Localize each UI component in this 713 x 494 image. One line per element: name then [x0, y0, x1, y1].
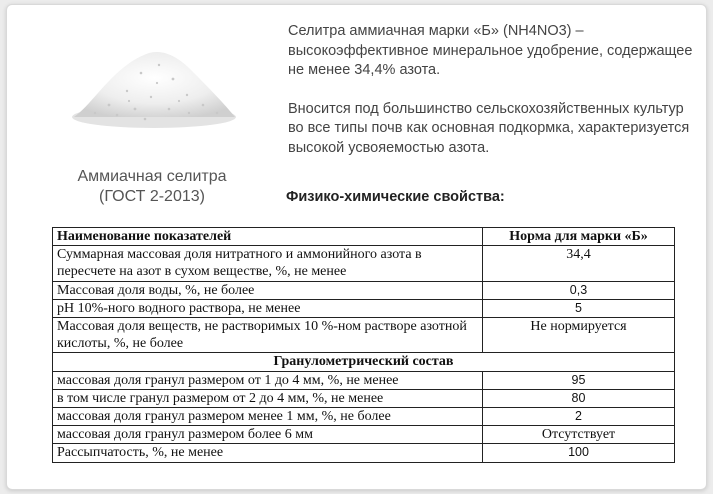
product-card: [6, 4, 707, 490]
table-header-row: [53, 228, 675, 246]
row-value: 34,4: [483, 246, 675, 281]
row-name: массовая доля гранул размером более 6 мм: [53, 426, 483, 444]
row-value: 100: [483, 444, 675, 462]
row-value: Отсутствует: [483, 426, 675, 444]
row-value: 0,3: [483, 281, 675, 299]
row-name: Массовая доля воды, %, не более: [53, 281, 483, 299]
table-row: [53, 426, 675, 444]
row-name: pH 10%-ного водного раствора, не менее: [53, 299, 483, 317]
row-name: массовая доля гранул размером от 1 до 4 мм, %, не менее: [53, 371, 483, 389]
row-name: Массовая доля веществ, не растворимых 10 %-ном растворе азотной кислоты, %, не более: [53, 318, 483, 353]
table-row: [53, 371, 675, 389]
description-paragraph-1: Селитра аммиачная марки «Б» (NH4NO3) – высокоэффективное минеральное удобрение, содержащее не менее 34,4% азота.: [288, 23, 693, 78]
row-value: 2: [483, 408, 675, 426]
fertilizer-granules-image: [69, 43, 239, 129]
row-name: массовая доля гранул размером менее 1 мм, %, не более: [53, 408, 483, 426]
row-name: Суммарная массовая доля нитратного и аммонийного азота в пересчете на азот в сухом веществе, %, не менее: [53, 246, 483, 281]
row-value: 5: [483, 299, 675, 317]
table-row: [53, 318, 675, 353]
row-name: Рассыпчатость, %, не менее: [53, 444, 483, 462]
product-name: Аммиачная селитра: [77, 168, 227, 185]
table-row: [53, 444, 675, 462]
row-value: 80: [483, 389, 675, 407]
header-name: Наименование показателей: [53, 228, 483, 246]
header-norm: Норма для марки «Б»: [483, 228, 675, 246]
table-row: [53, 246, 675, 281]
product-description: [288, 22, 698, 158]
description-paragraph-2: Вносится под большинство сельскохозяйственных культур во все типы почв как основная подкормка, характеризуется высокой усвояемостью азота.: [288, 100, 690, 156]
row-value: Не нормируется: [483, 318, 675, 353]
row-value: 95: [483, 371, 675, 389]
properties-title: Физико-химические свойства:: [286, 189, 505, 205]
table-section-row: [53, 353, 675, 371]
product-standard: (ГОСТ 2-2013): [99, 188, 205, 205]
table-row: [53, 299, 675, 317]
row-name: в том числе гранул размером от 2 до 4 мм, %, не менее: [53, 389, 483, 407]
properties-table: [52, 227, 675, 463]
table-row: [53, 408, 675, 426]
section-title: Гранулометрический состав: [53, 353, 675, 371]
product-caption: [47, 167, 257, 207]
table-row: [53, 389, 675, 407]
table-row: [53, 281, 675, 299]
